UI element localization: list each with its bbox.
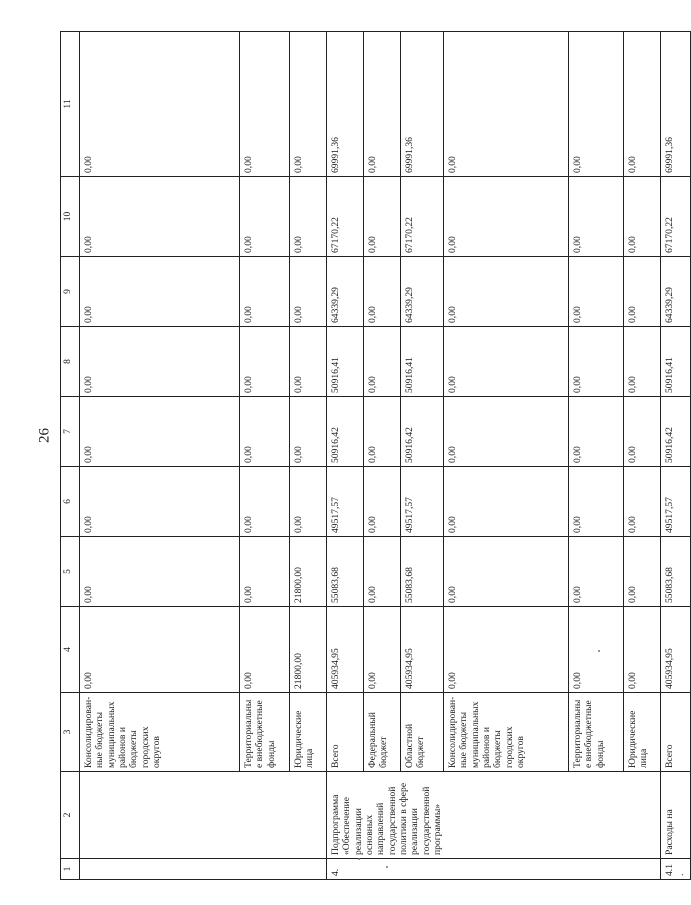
funding-source-cell: Территориальные внебюджетные фонды [240,693,290,772]
amount-cell: 0,00 [569,177,624,257]
amount-cell: 55083,68 [401,537,444,607]
amount-cell: 0,00 [80,607,240,693]
amount-cell: 405934,95 [327,607,364,693]
amount-cell: 0,00 [569,537,624,607]
amount-cell: 0,00 [240,397,290,467]
amount-cell: 0,00 [444,397,569,467]
amount-cell: 0,00 [240,537,290,607]
table-row [80,32,240,880]
amount-cell: 67170,22 [661,177,691,257]
funding-source-cell: Территориальные внебюджетные фонды [569,693,624,772]
amount-cell: 50916,41 [327,327,364,397]
funding-source-cell: Всего [327,693,364,772]
amount-cell: 0,00 [364,177,401,257]
amount-cell: 67170,22 [327,177,364,257]
amount-cell: 0,00 [240,467,290,537]
amount-cell: 55083,68 [661,537,691,607]
amount-cell: 0,00 [290,327,327,397]
amount-cell: 0,00 [80,397,240,467]
amount-cell: 0,00 [240,327,290,397]
column-header: 8 [61,327,80,397]
amount-cell: 50916,41 [401,327,444,397]
funding-source-cell: Всего [661,693,691,772]
amount-cell: 64339,29 [401,257,444,327]
program-name-cell [80,772,327,859]
amount-cell: 0,00 [624,397,661,467]
column-header: 4 [61,607,80,693]
amount-cell: 0,00 [290,177,327,257]
amount-cell: 0,00 [290,32,327,177]
row-number-cell [80,859,327,880]
scan-speck [598,650,600,652]
program-name-cell: Расходы на [661,772,691,859]
scan-speck [358,858,360,860]
column-header: 3 [61,693,80,772]
amount-cell: 0,00 [80,467,240,537]
amount-cell: 0,00 [624,537,661,607]
amount-cell: 0,00 [240,257,290,327]
page-number: 26 [36,428,53,443]
amount-cell: 0,00 [80,177,240,257]
amount-cell: 0,00 [624,177,661,257]
amount-cell: 0,00 [444,537,569,607]
amount-cell: 50916,41 [661,327,691,397]
funding-source-cell: Юридические лица [624,693,661,772]
amount-cell: 0,00 [444,177,569,257]
budget-table [60,31,691,880]
table-row [240,32,290,880]
amount-cell: 0,00 [444,467,569,537]
program-name-cell: Подпрограмма «Обеспечение реализации основных направлений государственной политики в сфере реализации государственной программы» [327,772,661,859]
amount-cell: 50916,42 [401,397,444,467]
amount-cell: 55083,68 [327,537,364,607]
amount-cell: 0,00 [240,607,290,693]
amount-cell: 49517,57 [327,467,364,537]
amount-cell: 0,00 [80,257,240,327]
column-header: 10 [61,177,80,257]
column-header: 7 [61,397,80,467]
funding-source-cell: Консолидирован-ные бюджеты муниципальных районов и бюджеты городских округов [80,693,240,772]
amount-cell: 0,00 [240,177,290,257]
amount-cell: 0,00 [80,327,240,397]
scan-speck [386,866,388,868]
rotated-table-sheet [60,32,687,880]
amount-cell: 69991,36 [401,32,444,177]
table-row [569,32,624,880]
amount-cell: 405934,95 [401,607,444,693]
amount-cell: 0,00 [569,607,624,693]
amount-cell: 0,00 [624,467,661,537]
table-row [290,32,327,880]
column-header: 11 [61,32,80,177]
amount-cell: 50916,42 [661,397,691,467]
amount-cell: 0,00 [364,397,401,467]
amount-cell: 67170,22 [401,177,444,257]
amount-cell: 0,00 [569,327,624,397]
amount-cell: 0,00 [364,32,401,177]
amount-cell: 64339,29 [661,257,691,327]
amount-cell: 21800,00 [290,537,327,607]
amount-cell: 0,00 [569,467,624,537]
amount-cell: 0,00 [569,257,624,327]
column-header: 6 [61,467,80,537]
table-row [364,32,401,880]
amount-cell: 0,00 [569,32,624,177]
table-row [661,32,691,880]
funding-source-cell: Федеральный бюджет [364,693,401,772]
funding-source-cell: Областной бюджет [401,693,444,772]
amount-cell: 0,00 [290,467,327,537]
column-header: 5 [61,537,80,607]
column-header: 9 [61,257,80,327]
amount-cell: 0,00 [444,327,569,397]
column-header: 1 [61,859,80,880]
amount-cell: 0,00 [444,32,569,177]
amount-cell: 69991,36 [327,32,364,177]
amount-cell: 0,00 [624,607,661,693]
amount-cell: 0,00 [624,327,661,397]
table-row [624,32,661,880]
amount-cell: 0,00 [80,537,240,607]
amount-cell: 0,00 [364,607,401,693]
amount-cell: 0,00 [624,32,661,177]
funding-source-cell: Консолидирован-ные бюджеты муниципальных районов и бюджеты городских округов [444,693,569,772]
amount-cell: 21800,00 [290,607,327,693]
amount-cell: 0,00 [444,607,569,693]
amount-cell: 0,00 [364,257,401,327]
amount-cell: 0,00 [364,327,401,397]
amount-cell: 69991,36 [661,32,691,177]
table-row [401,32,444,880]
amount-cell: 0,00 [364,467,401,537]
amount-cell: 64339,29 [327,257,364,327]
amount-cell: 0,00 [240,32,290,177]
amount-cell: 0,00 [624,257,661,327]
amount-cell: 49517,57 [661,467,691,537]
funding-source-cell: Юридические лица [290,693,327,772]
table-row [444,32,569,880]
amount-cell: 0,00 [290,257,327,327]
amount-cell: 0,00 [444,257,569,327]
amount-cell: 49517,57 [401,467,444,537]
column-header: 2 [61,772,80,859]
amount-cell: 0,00 [364,537,401,607]
amount-cell: 50916,42 [327,397,364,467]
amount-cell: 0,00 [290,397,327,467]
row-number-cell: 4. [327,859,661,880]
amount-cell: 0,00 [569,397,624,467]
row-number-cell: 4.1. [661,859,691,880]
header-row [61,32,80,880]
amount-cell: 0,00 [80,32,240,177]
table-row [327,32,364,880]
amount-cell: 405934,95 [661,607,691,693]
